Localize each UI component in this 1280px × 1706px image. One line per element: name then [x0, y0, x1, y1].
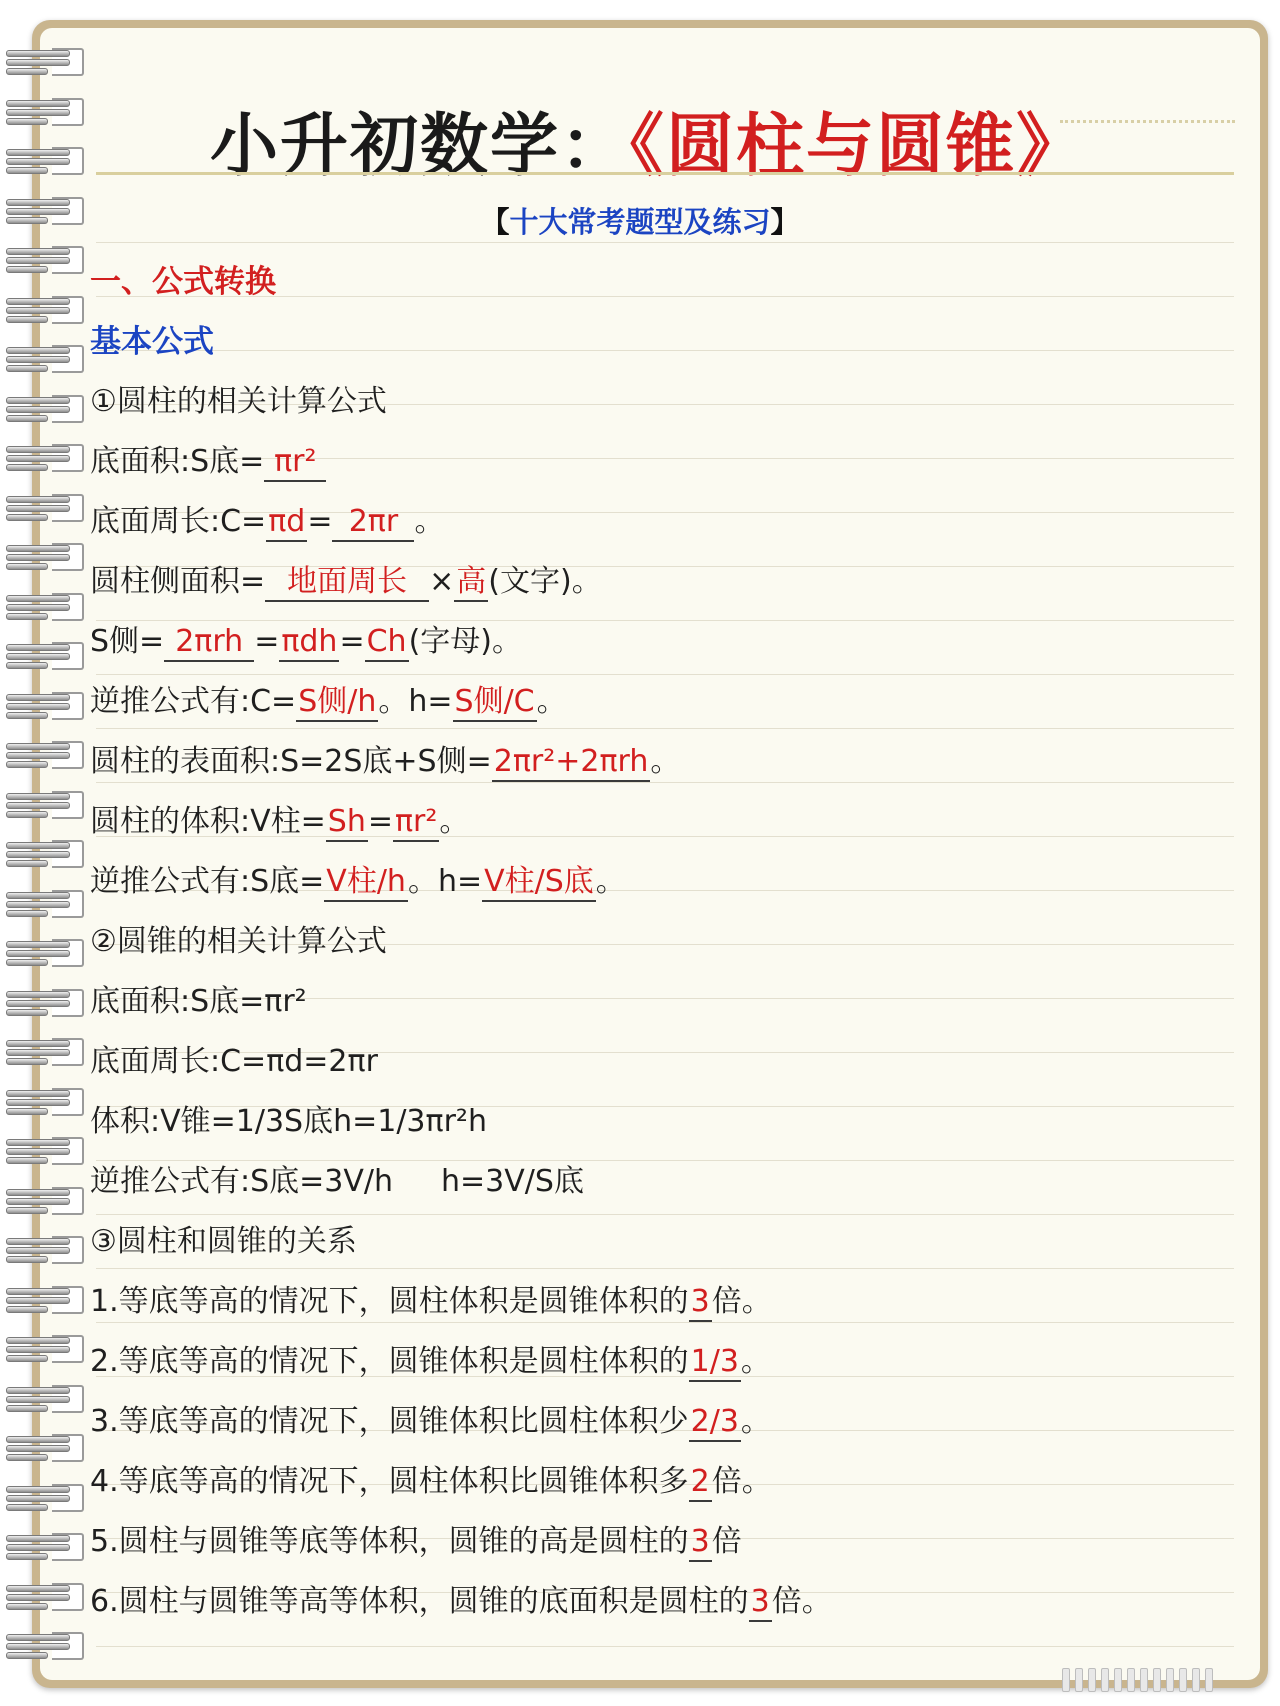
spiral-ring — [6, 836, 80, 870]
spiral-ring — [6, 1232, 80, 1266]
formula-text: 。 — [414, 504, 445, 539]
spiral-ring — [6, 935, 80, 969]
formula-text: (字母)。 — [408, 624, 522, 659]
subtitle — [0, 200, 1280, 241]
spiral-ring — [6, 539, 80, 573]
blank-answer: Sh — [326, 804, 368, 842]
formula-line — [90, 562, 602, 602]
formula-text: h=3V/S底 — [441, 1164, 584, 1199]
blank-answer: 高 — [454, 564, 488, 602]
cylinder-heading: ①圆柱的相关计算公式 — [90, 384, 387, 419]
formula-text: = — [367, 804, 393, 839]
formula-text: 底面周长:C= — [90, 504, 267, 539]
formula-text: 圆柱侧面积= — [90, 564, 266, 599]
blank-answer: 2πrh — [164, 624, 254, 662]
formula-text: = — [254, 624, 280, 659]
spiral-ring — [6, 589, 80, 623]
blank-answer: πr² — [264, 444, 326, 482]
formula-text: 5.圆柱与圆锥等底等体积，圆锥的高是圆柱的 — [90, 1524, 689, 1559]
blank-answer: 3 — [689, 1524, 712, 1562]
ruled-line — [96, 1322, 1234, 1323]
relation-item — [90, 1522, 742, 1562]
spiral-ring — [6, 440, 80, 474]
formula-text: 圆柱的体积:V柱= — [90, 804, 326, 839]
title-dotted-line — [1060, 120, 1235, 123]
formula-line — [90, 862, 626, 902]
spiral-ring — [6, 44, 80, 78]
formula-text: 逆推公式有:S底= — [90, 864, 325, 899]
spiral-ring — [6, 1133, 80, 1167]
blank-answer: S侧/h — [296, 684, 378, 722]
ruled-line — [96, 1214, 1234, 1215]
subtitle-text: 十大常考题型及练习 — [509, 205, 771, 239]
spiral-ring — [6, 1480, 80, 1514]
formula-line — [90, 622, 522, 662]
relation-item — [90, 1282, 772, 1322]
spiral-ring — [6, 1381, 80, 1415]
formula-line: 底面积:S底=πr² — [90, 984, 307, 1019]
blank-answer: 2/3 — [689, 1404, 741, 1442]
spiral-ring — [6, 1331, 80, 1365]
spiral-ring — [6, 1282, 80, 1316]
formula-line — [90, 802, 469, 842]
relation-item — [90, 1342, 771, 1382]
formula-text: = — [307, 504, 333, 539]
blank-answer: Ch — [365, 624, 409, 662]
section-heading: 一、公式转换 — [90, 264, 276, 300]
formula-text: 逆推公式有:S底=3V/h — [90, 1164, 394, 1199]
formula-text: 。 — [536, 684, 567, 719]
relation-item — [90, 1462, 772, 1502]
formula-text: 。 — [595, 864, 626, 899]
spiral-ring — [6, 1529, 80, 1563]
ruled-line — [96, 1160, 1234, 1161]
subtitle-close-bracket: 】 — [770, 205, 800, 239]
watermark-stripes — [1062, 1668, 1262, 1694]
formula-text: 。h= — [407, 864, 483, 899]
title-prefix: 小升初数学： — [210, 106, 631, 186]
spiral-ring — [6, 292, 80, 326]
subsection-heading: 基本公式 — [90, 324, 214, 360]
ruled-line — [96, 1646, 1234, 1647]
formula-text: 倍 — [711, 1524, 742, 1559]
blank-answer: πdh — [279, 624, 339, 662]
spiral-ring — [6, 688, 80, 722]
spiral-ring — [6, 737, 80, 771]
spiral-ring — [6, 1084, 80, 1118]
spiral-ring — [6, 886, 80, 920]
formula-text: 逆推公式有:C= — [90, 684, 297, 719]
formula-line: 体积:V锥=1/3S底h=1/3πr²h — [90, 1104, 487, 1139]
formula-line — [90, 1162, 584, 1202]
ruled-line — [96, 674, 1234, 675]
formula-text: 2.等底等高的情况下，圆锥体积是圆柱体积的 — [90, 1344, 689, 1379]
blank-answer: 2 — [689, 1464, 712, 1502]
blank-answer: S侧/C — [453, 684, 537, 722]
ruled-line — [96, 1268, 1234, 1269]
spiral-ring — [6, 1183, 80, 1217]
relation-heading: ③圆柱和圆锥的关系 — [90, 1224, 357, 1259]
formula-text: 倍。 — [711, 1284, 772, 1319]
blank-answer: πr² — [393, 804, 439, 842]
spiral-binding — [0, 0, 90, 1706]
ruled-line — [96, 350, 1234, 351]
ruled-line — [96, 728, 1234, 729]
formula-text: 。 — [740, 1344, 771, 1379]
formula-text: × — [429, 564, 455, 599]
formula-line — [90, 682, 567, 722]
spiral-ring — [6, 341, 80, 375]
spiral-ring — [6, 1579, 80, 1613]
spiral-ring — [6, 1034, 80, 1068]
spiral-ring — [6, 1628, 80, 1662]
formula-line — [90, 442, 326, 482]
spiral-ring — [6, 985, 80, 1019]
title-underline — [96, 172, 1234, 175]
ruled-line — [96, 620, 1234, 621]
formula-line: 底面周长:C=πd=2πr — [90, 1044, 378, 1079]
ruled-line — [96, 242, 1234, 243]
formula-text: 。 — [650, 744, 681, 779]
blank-answer: 2πr — [332, 504, 414, 542]
formula-text: = — [339, 624, 365, 659]
spiral-ring — [6, 242, 80, 276]
formula-text: (文字)。 — [488, 564, 602, 599]
formula-text: 。 — [740, 1404, 771, 1439]
title-highlight: 《圆柱与圆锥》 — [630, 106, 1087, 186]
formula-line — [90, 502, 444, 542]
formula-text: 。 — [439, 804, 470, 839]
blank-answer: πd — [266, 504, 307, 542]
spiral-ring — [6, 391, 80, 425]
blank-answer: 3 — [689, 1284, 712, 1322]
formula-text: 倍。 — [711, 1464, 772, 1499]
blank-answer: 2πr²+2πrh — [492, 744, 651, 782]
formula-text: 。h= — [378, 684, 453, 719]
blank-answer: 地面周长 — [265, 564, 429, 602]
subtitle-open-bracket: 【 — [480, 205, 510, 239]
formula-text: S侧= — [90, 624, 165, 659]
blank-answer: V柱/S底 — [482, 864, 596, 902]
formula-text: 圆柱的表面积:S=2S底+S侧= — [90, 744, 492, 779]
blank-answer: 3 — [749, 1584, 772, 1622]
formula-line — [90, 742, 680, 782]
spiral-ring — [6, 638, 80, 672]
blank-answer: V柱/h — [324, 864, 408, 902]
relation-item — [90, 1582, 832, 1622]
ruled-line — [96, 782, 1234, 783]
relation-item — [90, 1402, 771, 1442]
title-row — [0, 92, 1280, 186]
formula-text: 倍。 — [771, 1584, 832, 1619]
formula-text: 6.圆柱与圆锥等高等体积，圆锥的底面积是圆柱的 — [90, 1584, 749, 1619]
formula-text: 底面积:S底= — [90, 444, 265, 479]
formula-text: 4.等底等高的情况下，圆柱体积比圆锥体积多 — [90, 1464, 689, 1499]
cone-heading: ②圆锥的相关计算公式 — [90, 924, 387, 959]
formula-text: 3.等底等高的情况下，圆锥体积比圆柱体积少 — [90, 1404, 689, 1439]
spiral-ring — [6, 1430, 80, 1464]
blank-answer: 1/3 — [689, 1344, 741, 1382]
spiral-ring — [6, 787, 80, 821]
formula-text: 1.等底等高的情况下，圆柱体积是圆锥体积的 — [90, 1284, 689, 1319]
spiral-ring — [6, 490, 80, 524]
